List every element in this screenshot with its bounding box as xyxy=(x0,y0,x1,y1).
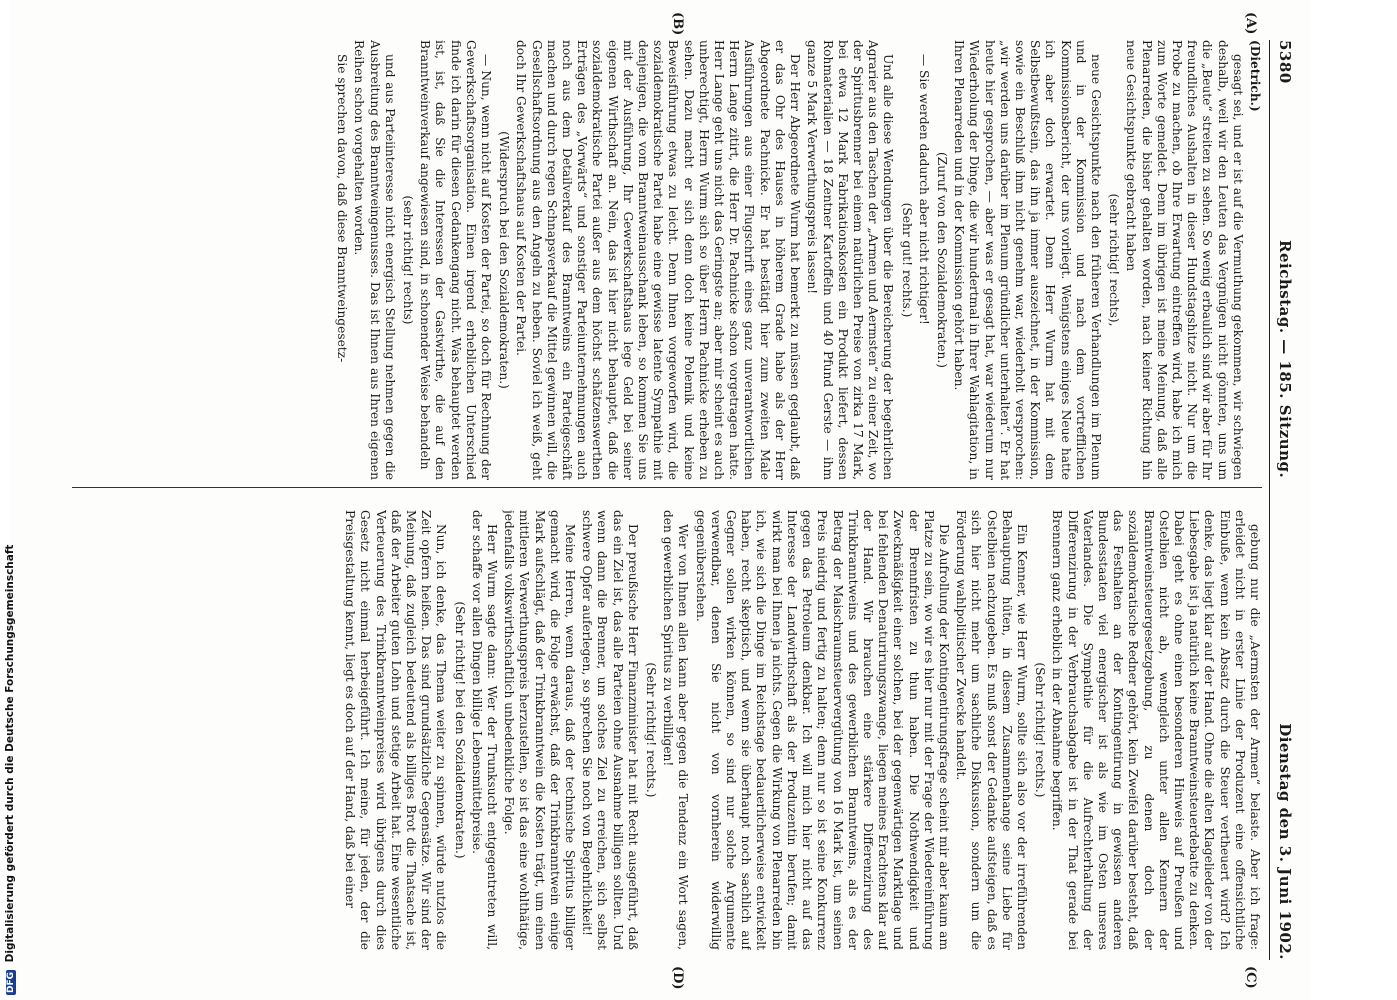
header-date: Dienstag den 3. Juni 1902. xyxy=(1276,723,1294,960)
paragraph: und aus Parteiinteresse nicht energisch Stellung nehmen gegen die Ausbreitung des Branntweingenusses. Das ist Ihnen aus Ihren eigenen Reihen schon vorgehalten worden. xyxy=(352,40,397,480)
left-column xyxy=(62,40,1262,480)
paragraph: Der preußische Herr Finanzminister hat mit Recht ausgeführt, daß das ein Ziel ist, das alle Parteien ohne Ausnahme billigen sollten. Und wenn dann die Brenner, um solches Ziel zu erreichen, sich selbst schwere Opfer auferlegen, so sprechen Sie noch von Begehrlichkeit! xyxy=(580,510,640,950)
paragraph: Meine Herren, wenn daraus, daß der technische Spiritus billiger gemacht wird, die Folge erwächst, daß der Trinkbranntwein einige Mark aufschlägt, daß der Trinkbranntwein die Kosten trägt, um einen mittleren Verwerthungspreis herzustellen, so ist das eine wohlthätige, jedenfalls volkswirthschaftlich unbedenkliche Folge. xyxy=(502,510,578,950)
paragraph: gebung nur die „Aermsten der Armen“ belaste. Aber ich frage: erleidet nicht in erster Linie der Produzent eine offensichtliche Einbuße, wenn kein Absatz durch die Steuer vertheuert wird? Ich denke, das liegt klar auf der Hand. Ohne die alten Klagelieder von der Liebesgabe ist ja natürlich keine Branntweinsteuerdebatte zu denken. Dabei geht es ohne einen besonderen Hinweis auf Preußen und Ostelbien nicht ab, wenngleich unter allen Kennern der Branntweinsteuergesetzgebung, zu denen doch der sozialdemokratische Redner gehört, kein Zweifel darüber besteht, daß das Festhalten an der Kontingentirung in gewissen anderen Bundesstaaten viel energischer ist als wie im Osten unseres Vaterlandes. Die Sympathie für die Aufrechterhaltung der Differenzirung in der Verbrauchsabgabe ist in der That gerade bei Brennern ganz erheblich in der Abnahme begriffen. xyxy=(1050,510,1262,950)
paragraph: gesagt sei, und er ist auf die Vermuthung gekommen, wir schwiegen deshalb, weil wir den Leuten das Vergnügen nicht gönnten, uns um die „Beute“ streiten zu sehen. So wenig erbaulich sind wir aber für Ihr freundliches Aushalten in dieser Hundstagshitze nicht. Nur um die Probe zu machen, ob Ihre Erwartung eintreffen wird, habe ich mich zum Worte gemeldet. Denn im übrigen ist meine Meinung, daß alle Plenarreden, die bisher gehalten worden, nach keiner Richtung hin neue Gesichtspunkte gebracht haben xyxy=(1124,40,1245,480)
interjection: (Sehr richtig! rechts.) xyxy=(644,662,659,798)
margin-marker-b: (B) xyxy=(670,12,685,36)
column-divider xyxy=(72,487,1262,488)
page-number: 5380 xyxy=(1276,40,1294,84)
margin-marker-a: (A) xyxy=(1243,12,1258,35)
paragraph: Nun, ich denke, das Thema weiter zu spinnen, würde nutzlos die Zeit opfern heißen. Das sind grundsätzliche Gegensätze. Wir sind der Meinung, daß zugleich bedeutend als billiges Brot die Thatsache ist, daß der Arbeiter guten Lohn und stetige Arbeit hat. Eine wesentliche Verteuerung des Trinkbranntweinpreises wird übrigens durch dies Gesetz nicht einmal herbeigeführt. Ich meine, für jeden, der die Preisgestaltung kennt, liegt es doch auf der Hand, daß bei einer xyxy=(343,510,449,950)
interjection: (Sehr richtig! bei den Sozialdemokraten.) xyxy=(452,601,467,859)
interjection: (Sehr richtig! rechts.) xyxy=(1033,662,1048,798)
interjection: (sehr richtig! rechts) xyxy=(401,195,416,325)
header-title: Reichstag. — 185. Sitzung. xyxy=(1276,240,1294,479)
page-header xyxy=(1269,40,1296,960)
interjection: (sehr richtig! rechts), xyxy=(1107,193,1122,327)
dfg-logo-icon: DFG xyxy=(6,971,16,993)
paragraph: — Nun, wenn nicht auf Kosten der Partei, so doch für Rechnung der Gewerkschaftsorganisation. Einen irgend erheblichen Unterschied finde ich darin für diesen Gedankengang nicht. Was behauptet werden ist, ist, daß Sie die Interessen der Gastwirthe, die auf den Branntweinverkauf angewiesen sind, in schonender Weise behandeln xyxy=(418,40,494,480)
paragraph: Die Aufrollung der Kontingentirungsfrage scheint mir aber kaum am Platze zu sein, wo wir es hier nur mit der Frage der Wiedereinführung der Brennfristen zu thun haben. Die Nothwendigkeit und Zweckmäßigkeit einer solchen, bei der gegenwärtigen Marktlage und bei fehlenden Denaturirungszwange, liegen meines Erachtens klar auf der Hand. Wir brauchen eine stärkere Differenzirung des Trinkbranntweins und des gewerblichen Branntweins, als es der Betrag der Maischraumsteuervergütung von 16 Mark ist, um seinen Preis niedrig und fertig zu halten; denn nur so ist seine Konkurrenz gegen das Petroleum denkbar. Ich will mich hier nicht auf das Interesse der Landwirthschaft als der Produzentin berufen; damit wirkt man bei Ihnen ja nichts. Gegen die Wirkung von Plenarreden bin ich, wie sich die Dinge im Reichstage bedauerlicherweise entwickelt haben, recht skeptisch, und wenn sie überhaupt noch sachlich auf Gegner sollen wirken können, so sind nur solche Argumente verwendbar, denen Sie nicht von vornherein widerwillig gegenüberstehen. xyxy=(693,510,951,950)
margin-marker-c: (C) xyxy=(1243,966,1258,989)
paragraph: Der Herr Abgeordnete Wurm hat bemerkt zu müssen geglaubt, daß er das Ohr des Hauses in höherem Grade habe als der Herr Abgeordnete Pachnicke. Er hat bestätigt hier zum zweiten Male Ausführungen aus einer Flugschrift eines ganz unverantwortlichen Herrn Lange zitirt, die Herr Dr. Pachnicke schon vorgetragen hatte. Herr Lange geht uns nicht das Geringste an; aber mir scheint es auch unberechtigt, Herrn Wurm sich so über Herrn Pachnicke erheben zu sehen. Dazu macht er sich denn doch keine Polemik und keine Beweisführung etwas zu leicht. Denn Ihnen vorgeworfen wird, die sozialdemokratische Partei habe eine gewisse latente Sympathie mit denjenigen, die vom Branntweinausschank leben, so kommen Sie uns mit der Ausführung, Ihr Gewerkschaftshaus lege Geld bei seiner eigenen Wirthschaft an. Nein, das ist hier nicht behauptet, daß die sozialdemokratische Partei außer aus dem höchst schätzenswerthen Erträgen des „Vorwärts“ und sonstiger Parteiunternehmungen auch noch aus dem Detailverkauf des Branntweins ein Parteigeschäft machen und durch regen Schnapsverkauf die Mittel gewinnen will, die Gesellschaftsordnung aus den Angeln zu heben. Soviel ich weiß, geht doch Ihr Gewerkschaftshaus auf Kosten der Partei. xyxy=(514,40,803,480)
interjection: (Sehr gut! rechts.) xyxy=(899,202,914,318)
paragraph: Sie sprechen davon, daß diese Branntweingesetz- xyxy=(335,54,350,363)
paragraph: neue Gesichtspunkte nach den früheren Verhandlungen im Plenum und in der Kommission und nach dem vortrefflichen Kommissionsbericht, der uns vorliegt. Wenigstens einiges Neue hatte ich aber doch erwartet. Denn Herr Wurm hat mit dem Selbstbewußtsein, das ihn ja immer auszeichnet, in der Kommission, sowie ein Beschluß ihm nicht genehm war, wiederholt versprochen: „wir werden uns darüber im Plenum gründlicher unterhalten“. Er hat heute hier gesprochen, — aber was er gesagt hat, war wiederum nur Wiederholung der Dinge, die wir hundertmal in Ihrer Wahlagitation, in Ihren Plenarreden und in der Kommission gehört haben. xyxy=(952,40,1103,480)
interjection: (Zuruf von den Sozialdemokraten.) xyxy=(934,152,949,368)
paragraph: Ein Kenner, wie Herr Wurm, sollte sich also vor der irreführenden Behauptung hüten, in diesem Zusammenhange seine Liebe für Ostelbien nachzugeben. Es muß sonst der Gedanke aufsteigen, daß es sich hier nicht mehr um sachliche Diskussion, sondern um die Förderung wahlpolitischer Zwecke handelt. xyxy=(954,510,1029,950)
right-column xyxy=(62,510,1262,950)
margin-marker-d: (D) xyxy=(670,966,685,990)
interjection: (Widerspruch bei den Sozialdemokraten.) xyxy=(497,131,512,389)
paragraph: — Sie werden dadurch aber nicht richtiger! xyxy=(916,54,931,325)
footer-text: Digitalisierung gefördert durch die Deutsche Forschungsgemeinschaft xyxy=(4,544,16,963)
digitization-footer xyxy=(4,545,16,995)
paragraph: Und alle diese Wendungen über die Bereicherung der begehrlichen Agrarier aus den Taschen der „Armen und Aermsten“ zu einer Zeit, wo der Spiritusbrenner bei einem natürlichen Preise von zirka 17 Mark, bei etwa 12 Mark Fabrikationskosten ein Produkt liefert, dessen Rohmaterialien — 18 Zentner Kartoffeln und 40 Pfund Gerste — ihm ganze 5 Mark Verwerthungspreis lassen! xyxy=(805,40,896,480)
paragraph: Herr Wurm sagte dann: Wer der Trunksucht entgegentreten will, der schaffe vor allen Dingen billige Lebensmittelpreise. xyxy=(469,510,500,950)
newspaper-page xyxy=(10,0,1310,1000)
paragraph: Wer von Ihnen allen kann aber gegen die Tendenz ein Wort sagen, den gewerblichen Spiritus zu verbilligen! xyxy=(661,510,691,950)
speaker-name: (Dietrich.) xyxy=(1248,40,1262,112)
